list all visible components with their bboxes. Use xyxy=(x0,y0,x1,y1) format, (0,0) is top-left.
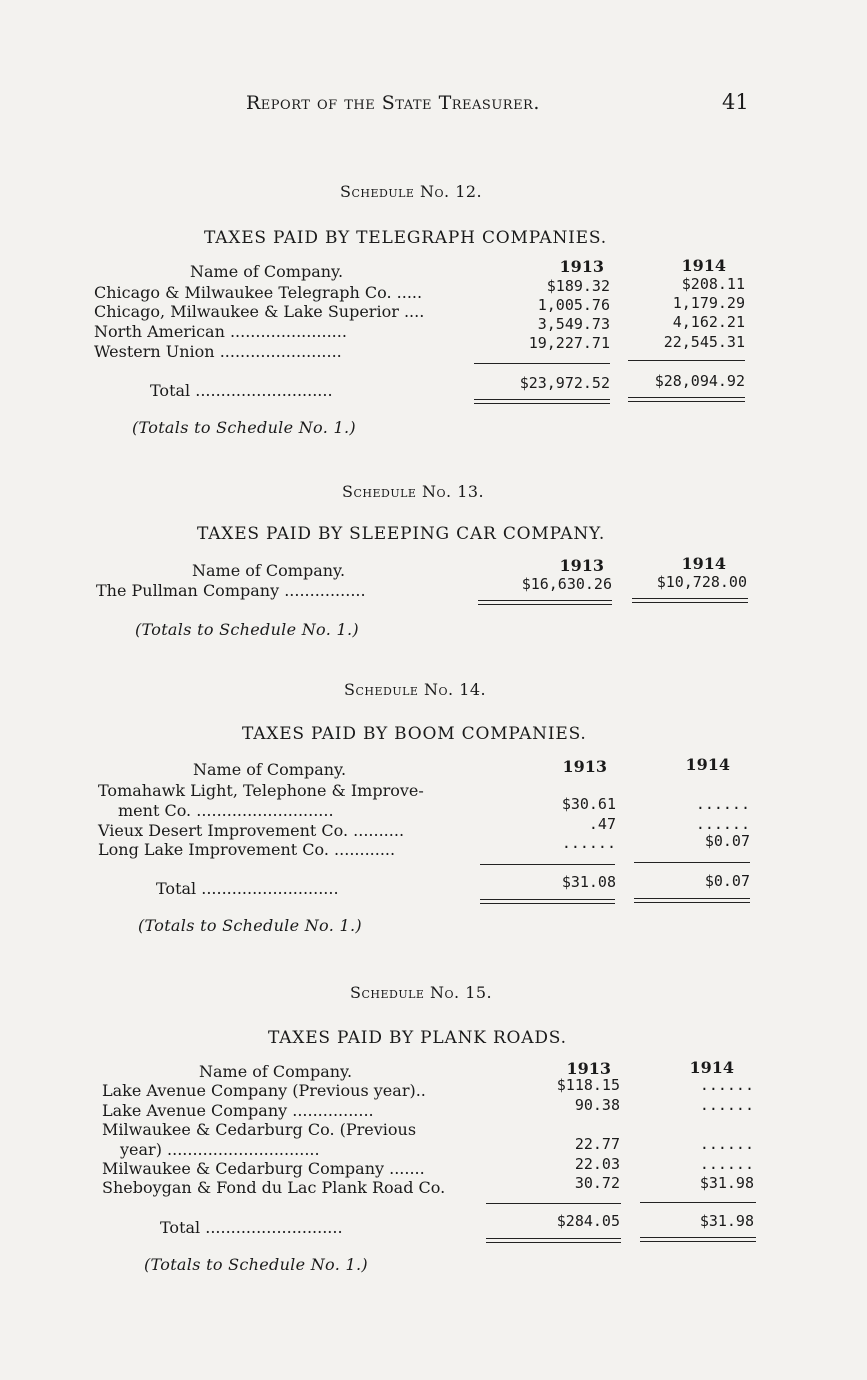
table-cell-1914: $0.07 xyxy=(704,832,750,850)
table-cell-1913: $118.15 xyxy=(556,1076,620,1094)
schedule-13-year-1913: 1913 xyxy=(559,556,604,575)
total-1914: $31.98 xyxy=(699,1212,754,1230)
table-row-label: The Pullman Company ................ xyxy=(96,581,366,600)
schedule-13-year-1914: 1914 xyxy=(681,554,726,573)
table-cell-1914: 4,162.21 xyxy=(672,313,745,331)
schedule-14-label: Schedule No. 14. xyxy=(344,680,487,699)
table-cell-1914: ...... xyxy=(699,1096,754,1114)
subtotal-rule xyxy=(474,363,610,364)
schedule-14-title: TAXES PAID BY BOOM COMPANIES. xyxy=(242,724,587,744)
total-1914: $28,094.92 xyxy=(654,372,745,390)
total-1913: $31.08 xyxy=(561,873,616,891)
double-rule xyxy=(634,898,750,903)
double-rule xyxy=(640,1237,756,1242)
schedule-15-year-1913: 1913 xyxy=(566,1059,611,1078)
table-cell-1913: 30.72 xyxy=(574,1174,620,1192)
table-cell-1914: $31.98 xyxy=(699,1174,754,1192)
schedule-13-label: Schedule No. 13. xyxy=(342,482,485,501)
schedule-14-year-1913: 1913 xyxy=(562,757,607,776)
schedule-15-col-name: Name of Company. xyxy=(199,1062,353,1081)
total-label: Total ........................... xyxy=(156,879,339,898)
double-rule xyxy=(478,600,612,605)
table-cell-1914: $10,728.00 xyxy=(656,573,747,591)
table-cell-1913: .47 xyxy=(588,815,616,833)
table-row-label: year) .............................. xyxy=(120,1140,320,1159)
page-number: 41 xyxy=(722,90,749,114)
double-rule xyxy=(474,399,610,404)
total-1914: $0.07 xyxy=(704,872,750,890)
double-rule xyxy=(628,397,745,402)
table-row-label: Western Union ........................ xyxy=(94,342,342,361)
schedule-12-label: Schedule No. 12. xyxy=(340,182,483,201)
schedule-15-label: Schedule No. 15. xyxy=(350,983,493,1002)
table-cell-1913: 3,549.73 xyxy=(537,315,610,333)
table-cell-1914: 1,179.29 xyxy=(672,294,745,312)
schedule-13-col-name: Name of Company. xyxy=(192,561,346,580)
subtotal-rule xyxy=(480,864,615,865)
schedule-14-year-1914: 1914 xyxy=(685,755,730,774)
table-cell-1914: $208.11 xyxy=(681,275,745,293)
table-row-label: Milwaukee & Cedarburg Co. (Previous xyxy=(102,1120,417,1139)
schedule-14-note: (Totals to Schedule No. 1.) xyxy=(138,916,362,935)
schedule-13-title: TAXES PAID BY SLEEPING CAR COMPANY. xyxy=(197,524,606,544)
schedule-12-year-1913: 1913 xyxy=(559,257,604,276)
table-cell-1913: 90.38 xyxy=(574,1096,620,1114)
double-rule xyxy=(480,899,615,904)
table-cell-1914: ...... xyxy=(699,1155,754,1173)
table-row-label: Sheboygan & Fond du Lac Plank Road Co. xyxy=(102,1178,446,1197)
table-cell-1913: 22.77 xyxy=(574,1135,620,1153)
table-row-label: Tomahawk Light, Telephone & Improve- xyxy=(98,781,424,800)
table-row-label: Chicago & Milwaukee Telegraph Co. ..... xyxy=(94,283,423,302)
table-row-label: ment Co. ........................... xyxy=(118,801,334,820)
table-cell-1913: 22.03 xyxy=(574,1155,620,1173)
table-cell-1913: $189.32 xyxy=(546,277,610,295)
subtotal-rule xyxy=(640,1202,756,1203)
table-row-label: Long Lake Improvement Co. ............ xyxy=(98,840,396,859)
schedule-12-year-1914: 1914 xyxy=(681,256,726,275)
schedule-15-note: (Totals to Schedule No. 1.) xyxy=(144,1255,368,1274)
table-row-label: Lake Avenue Company ................ xyxy=(102,1101,374,1120)
schedule-12-title: TAXES PAID BY TELEGRAPH COMPANIES. xyxy=(204,228,607,248)
table-cell-1913: $16,630.26 xyxy=(521,575,612,593)
total-label: Total ........................... xyxy=(150,381,333,400)
subtotal-rule xyxy=(628,360,745,361)
schedule-12-note: (Totals to Schedule No. 1.) xyxy=(132,418,356,437)
total-1913: $284.05 xyxy=(556,1212,620,1230)
table-row-label: Chicago, Milwaukee & Lake Superior .... xyxy=(94,302,425,321)
table-cell-1914: ...... xyxy=(699,1076,754,1094)
subtotal-rule xyxy=(634,862,750,863)
table-row-label: North American ....................... xyxy=(94,322,347,341)
schedule-15-title: TAXES PAID BY PLANK ROADS. xyxy=(268,1028,567,1048)
schedule-15-year-1914: 1914 xyxy=(689,1058,734,1077)
schedule-12-col-name: Name of Company. xyxy=(190,262,344,281)
schedule-13-note: (Totals to Schedule No. 1.) xyxy=(135,620,359,639)
table-row-label: Milwaukee & Cedarburg Company ....... xyxy=(102,1159,425,1178)
total-1913: $23,972.52 xyxy=(519,374,610,392)
double-rule xyxy=(632,598,748,603)
schedule-14-col-name: Name of Company. xyxy=(193,760,347,779)
table-cell-1914: ...... xyxy=(699,1135,754,1153)
table-cell-1914: ...... xyxy=(695,815,750,833)
table-cell-1914: ...... xyxy=(695,795,750,813)
table-cell-1914: 22,545.31 xyxy=(663,333,745,351)
table-cell-1913: 19,227.71 xyxy=(528,334,610,352)
table-cell-1913: 1,005.76 xyxy=(537,296,610,314)
table-cell-1913: $30.61 xyxy=(561,795,616,813)
running-head: Report of the State Treasurer. xyxy=(246,92,540,114)
subtotal-rule xyxy=(486,1203,621,1204)
table-row-label: Lake Avenue Company (Previous year).. xyxy=(102,1081,426,1100)
total-label: Total ........................... xyxy=(160,1218,343,1237)
table-row-label: Vieux Desert Improvement Co. .......... xyxy=(98,821,405,840)
table-cell-1913: ...... xyxy=(561,834,616,852)
double-rule xyxy=(486,1238,621,1243)
